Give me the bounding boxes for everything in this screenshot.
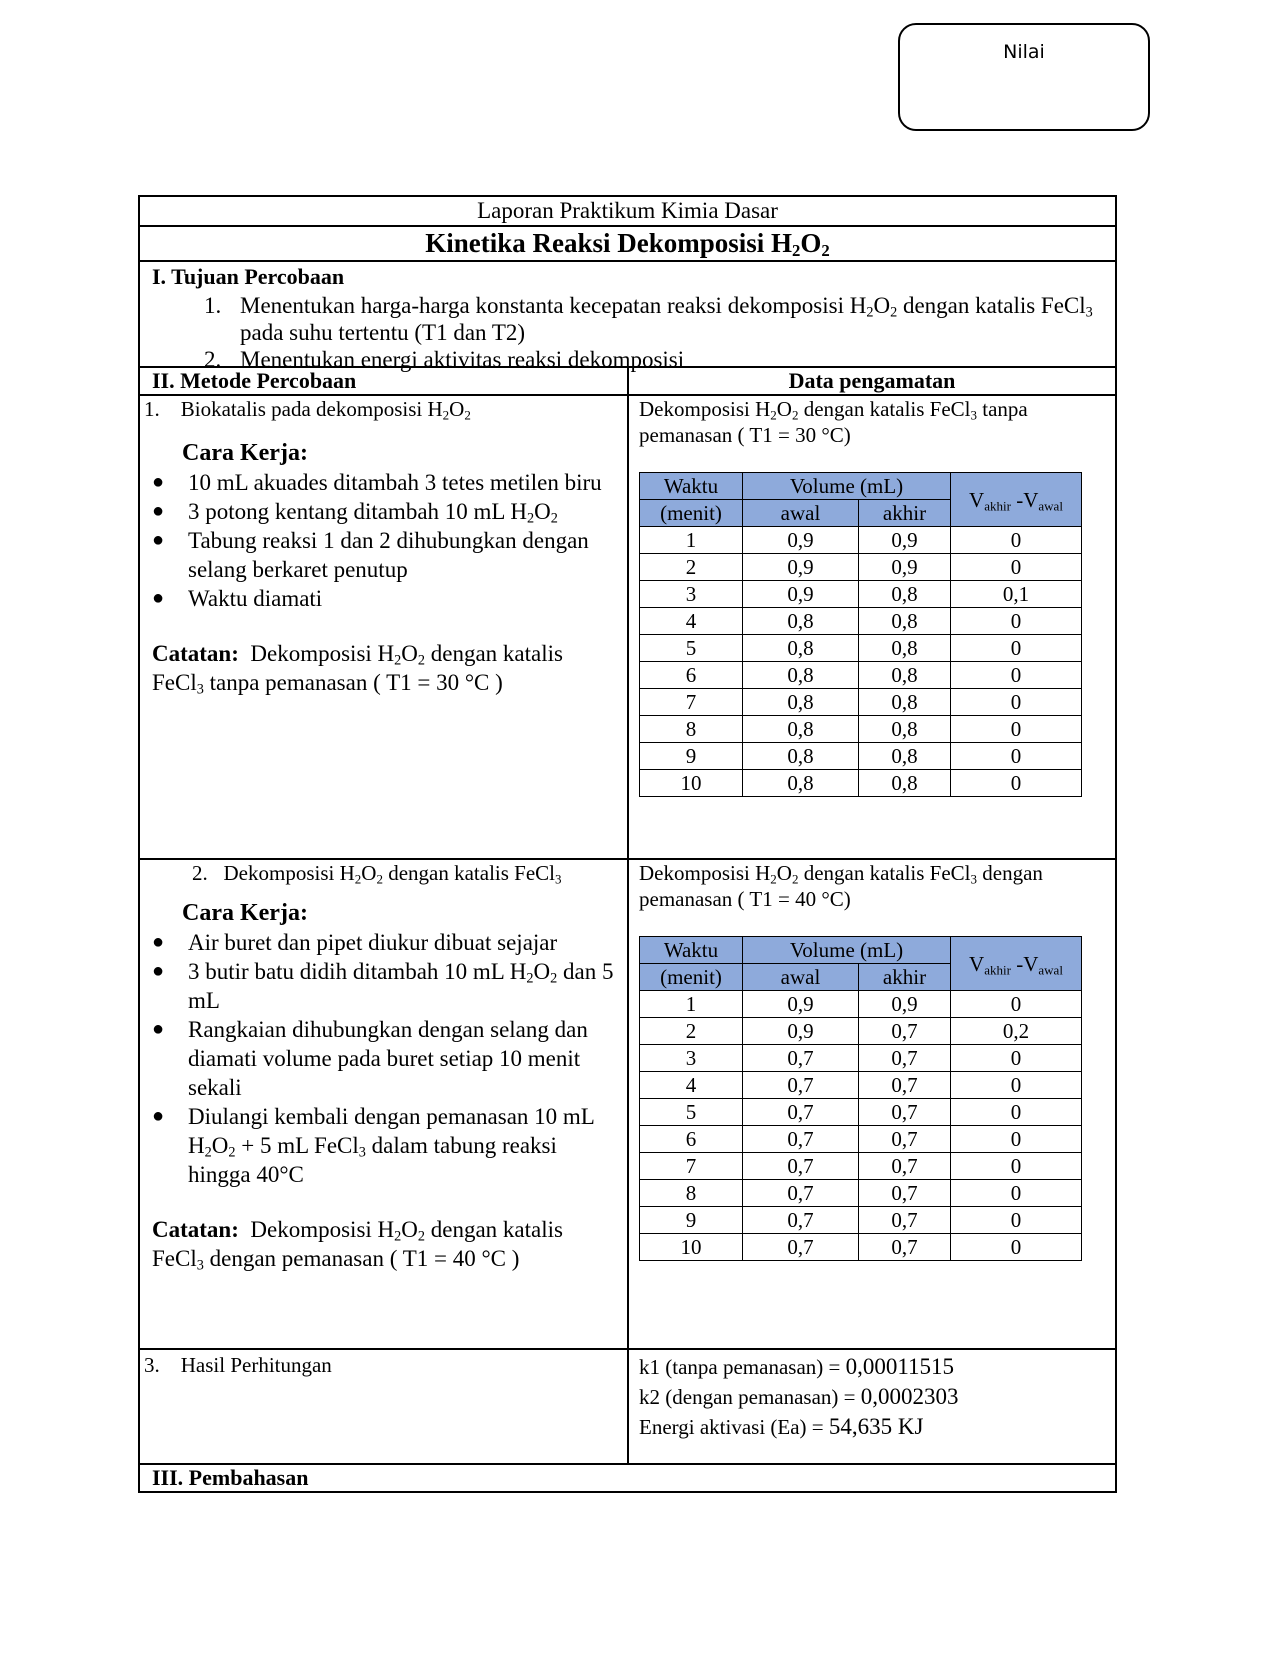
cell-awal: 0,8 [743, 743, 859, 770]
bullet-icon: ● [152, 960, 165, 982]
table-row [640, 608, 1082, 635]
header-akhir: akhir [859, 500, 951, 527]
cell-selisih: 0 [951, 662, 1082, 689]
cell-awal: 0,8 [743, 689, 859, 716]
cell-selisih: 0 [951, 770, 1082, 797]
cell-akhir: 0,9 [859, 527, 951, 554]
procedure-text: O [211, 1133, 229, 1158]
table-row [640, 1072, 1082, 1099]
table-row [640, 1126, 1082, 1153]
subscript: 2 [770, 407, 777, 423]
header-awal: awal [743, 500, 859, 527]
subscript: akhir [984, 497, 1011, 513]
cell-waktu: 2 [640, 554, 743, 581]
cell-waktu: 6 [640, 662, 743, 689]
procedure-text: Rangkaian dihubungkan dengan selang dan diamati volume pada buret setiap 10 menit sekali [188, 1017, 588, 1100]
results-values-cell [629, 1350, 1115, 1463]
cell-waktu: 5 [640, 635, 743, 662]
procedure-item [140, 526, 627, 584]
objectives-list [152, 292, 1105, 373]
table-row [640, 743, 1082, 770]
bullet-icon: ● [152, 931, 165, 953]
subscript: 2 [394, 1228, 402, 1245]
cell-akhir: 0,8 [859, 608, 951, 635]
objectives-heading: I. Tujuan Percobaan [152, 264, 345, 289]
cell-selisih: 0 [951, 1153, 1082, 1180]
cell-awal: 0,8 [743, 635, 859, 662]
results-cell [140, 1350, 629, 1463]
table-row [640, 554, 1082, 581]
cell-awal: 0,9 [743, 991, 859, 1018]
obs-text: O [776, 397, 792, 421]
item-number: 1. [144, 397, 160, 421]
results-row [140, 1350, 1115, 1465]
cell-awal: 0,8 [743, 770, 859, 797]
obs-text: dengan katalis FeCl [798, 861, 971, 885]
cell-selisih: 0 [951, 554, 1082, 581]
result-label: k1 (tanpa pemanasan) = [639, 1355, 846, 1379]
cell-waktu: 9 [640, 1207, 743, 1234]
note-text: Dekomposisi H [238, 1217, 395, 1242]
objective-text: dengan katalis FeCl [897, 293, 1086, 318]
table-body [640, 991, 1082, 1261]
table-header-row [640, 473, 1082, 500]
cell-selisih: 0 [951, 1099, 1082, 1126]
cell-awal: 0,7 [743, 1153, 859, 1180]
cell-akhir: 0,8 [859, 770, 951, 797]
result-label: Energi aktivasi (Ea) = [639, 1415, 829, 1439]
note-text: dengan pemanasan ( T1 = 40 °C ) [203, 1246, 520, 1271]
procedure-item [140, 928, 627, 957]
cell-waktu: 7 [640, 689, 743, 716]
bullet-icon: ● [152, 1105, 165, 1127]
procedure-item [140, 497, 627, 526]
observation-cell-2 [629, 860, 1115, 1348]
cell-awal: 0,9 [743, 527, 859, 554]
cell-akhir: 0,8 [859, 662, 951, 689]
note-text: dengan katalis FeCl [152, 641, 563, 695]
title-text: O [800, 228, 822, 258]
header-volume: Volume (mL) [743, 937, 951, 964]
method-row-1 [140, 396, 1115, 860]
course-title-text: Laporan Praktikum Kimia Dasar [477, 198, 778, 223]
header-difference [951, 473, 1082, 527]
cell-waktu: 8 [640, 1180, 743, 1207]
cell-waktu: 4 [640, 608, 743, 635]
cell-waktu: 2 [640, 1018, 743, 1045]
table-row [640, 1234, 1082, 1261]
cell-awal: 0,7 [743, 1207, 859, 1234]
cell-selisih: 0 [951, 1072, 1082, 1099]
procedure-list [140, 928, 627, 1189]
cell-selisih: 0,2 [951, 1018, 1082, 1045]
observation-cell-1 [629, 396, 1115, 858]
bullet-icon: ● [152, 471, 165, 493]
obs-text: Dekomposisi H [639, 397, 771, 421]
header-text: -V [1010, 487, 1039, 512]
item-title-text: dengan katalis FeCl [382, 861, 556, 885]
obs-text: O [776, 861, 792, 885]
obs-text: Dekomposisi H [639, 861, 771, 885]
note-label: Catatan: [152, 1217, 239, 1242]
observation-heading: Data pengamatan [788, 368, 956, 393]
cell-selisih: 0 [951, 635, 1082, 662]
observation-table [639, 936, 1082, 1261]
procedure-item [140, 957, 627, 1015]
title-text: Kinetika Reaksi Dekomposisi H [425, 228, 793, 258]
procedure-text: Tabung reaksi 1 dan 2 dihubungkan dengan selang berkaret penutup [188, 528, 589, 582]
observation-description [629, 860, 1115, 912]
table-row [640, 1099, 1082, 1126]
item-number: 3. [144, 1353, 160, 1377]
cell-awal: 0,9 [743, 554, 859, 581]
item-title-text: Hasil Perhitungan [180, 1353, 332, 1377]
cell-waktu: 10 [640, 770, 743, 797]
subscript: 2 [866, 304, 874, 321]
procedure-text: 3 potong kentang ditambah 10 mL H [188, 499, 527, 524]
cell-akhir: 0,7 [859, 1153, 951, 1180]
procedure-heading: Cara Kerja: [182, 900, 308, 926]
cell-akhir: 0,8 [859, 635, 951, 662]
subscript: 2 [791, 407, 799, 423]
cell-akhir: 0,7 [859, 1072, 951, 1099]
method-heading: II. Metode Percobaan [140, 368, 629, 394]
procedure-text: dan 5 mL [188, 959, 614, 1013]
procedure-item [140, 1015, 627, 1102]
objective-number: 2. [204, 347, 222, 372]
procedure-text: Diulangi kembali dengan pemanasan 10 mL H [188, 1104, 595, 1158]
subscript: 2 [376, 871, 383, 887]
course-title [140, 197, 1115, 227]
k1-result [629, 1352, 1115, 1382]
cell-selisih: 0 [951, 1207, 1082, 1234]
objective-text: Menentukan energi aktivitas reaksi dekomposisi [240, 347, 685, 372]
score-box [898, 23, 1150, 131]
procedure-item [140, 468, 627, 497]
method-header-row [140, 368, 1115, 396]
cell-selisih: 0 [951, 1180, 1082, 1207]
cell-selisih: 0 [951, 608, 1082, 635]
note-text: O [401, 1217, 418, 1242]
score-label: Nilai [1003, 41, 1045, 63]
result-value: 0,0002303 [860, 1384, 959, 1409]
procedure-item [140, 584, 627, 613]
cell-waktu: 3 [640, 581, 743, 608]
subscript: 2 [770, 871, 777, 887]
table-row [640, 1018, 1082, 1045]
subscript: 3 [555, 871, 562, 887]
header-text: -V [1010, 951, 1039, 976]
subscript: awal [1038, 497, 1063, 513]
item-title-text: Biokatalis pada dekomposisi H [180, 397, 443, 421]
ea-result [629, 1412, 1115, 1442]
objective-text: pada suhu tertentu (T1 dan T2) [240, 320, 526, 345]
procedure-text: 10 mL akuades ditambah 3 tetes metilen biru [188, 470, 602, 495]
title-sub: 2 [792, 241, 801, 261]
procedure-heading: Cara Kerja: [182, 440, 308, 466]
cell-awal: 0,7 [743, 1045, 859, 1072]
subscript: 2 [417, 652, 426, 669]
cell-akhir: 0,8 [859, 716, 951, 743]
subscript: 2 [550, 510, 558, 527]
cell-selisih: 0 [951, 1126, 1082, 1153]
header-text: V [969, 487, 985, 512]
subscript: 3 [358, 1144, 366, 1161]
table-header-row [640, 937, 1082, 964]
subscript: 2 [394, 652, 402, 669]
header-awal: awal [743, 964, 859, 991]
note-label: Catatan: [152, 641, 239, 666]
subscript: 2 [791, 871, 799, 887]
cell-akhir: 0,8 [859, 689, 951, 716]
item-title-text: O [449, 397, 465, 421]
cell-akhir: 0,7 [859, 1126, 951, 1153]
procedure-text: Air buret dan pipet diukur dibuat sejajar [188, 930, 558, 955]
table-body [640, 527, 1082, 797]
bullet-icon: ● [152, 587, 165, 609]
subscript: akhir [984, 961, 1011, 977]
result-value: 54,635 KJ [828, 1414, 924, 1439]
item-number: 2. [192, 861, 208, 885]
header-menit: (menit) [640, 964, 743, 991]
objectives-section [140, 262, 1115, 372]
table-row [640, 662, 1082, 689]
procedure-text: Waktu diamati [188, 586, 323, 611]
cell-akhir: 0,7 [859, 1234, 951, 1261]
subscript: 2 [442, 407, 450, 423]
header-difference [951, 937, 1082, 991]
cell-awal: 0,8 [743, 662, 859, 689]
cell-akhir: 0,8 [859, 743, 951, 770]
method-row-2 [140, 860, 1115, 1350]
table-row [640, 635, 1082, 662]
cell-awal: 0,9 [743, 581, 859, 608]
cell-akhir: 0,7 [859, 1018, 951, 1045]
cell-waktu: 7 [640, 1153, 743, 1180]
note-text: dengan katalis FeCl [152, 1217, 563, 1271]
cell-waktu: 10 [640, 1234, 743, 1261]
subscript: 2 [550, 970, 558, 987]
note-text: O [401, 641, 418, 666]
cell-awal: 0,7 [743, 1180, 859, 1207]
table-row [640, 1045, 1082, 1072]
procedure-list [140, 468, 627, 613]
note [140, 639, 627, 697]
table-row [640, 716, 1082, 743]
method-2-title [140, 860, 627, 886]
cell-waktu: 3 [640, 1045, 743, 1072]
objective-text: Menentukan harga-harga konstanta kecepatan reaksi dekomposisi H [240, 293, 867, 318]
cell-awal: 0,7 [743, 1234, 859, 1261]
procedure-text: dalam tabung reaksi hingga 40°C [188, 1133, 557, 1187]
cell-akhir: 0,7 [859, 1099, 951, 1126]
obs-text: dengan pemanasan ( T1 = 40 °C) [639, 861, 1043, 911]
table-row [640, 689, 1082, 716]
cell-awal: 0,8 [743, 716, 859, 743]
subscript: awal [1038, 961, 1063, 977]
subscript: 2 [890, 304, 898, 321]
subscript: 3 [970, 871, 978, 887]
cell-akhir: 0,7 [859, 1180, 951, 1207]
procedure-text: 3 butir batu didih ditambah 10 mL H [188, 959, 527, 984]
bullet-icon: ● [152, 529, 165, 551]
subscript: 2 [354, 871, 362, 887]
subscript: 2 [526, 510, 535, 527]
results-title [140, 1350, 627, 1378]
note [140, 1215, 627, 1273]
subscript: 2 [204, 1144, 212, 1161]
cell-awal: 0,7 [743, 1126, 859, 1153]
cell-akhir: 0,8 [859, 581, 951, 608]
cell-awal: 0,7 [743, 1072, 859, 1099]
cell-akhir: 0,9 [859, 554, 951, 581]
subscript: 3 [196, 1257, 204, 1274]
obs-text: dengan katalis FeCl [798, 397, 971, 421]
table-row [640, 991, 1082, 1018]
cell-selisih: 0 [951, 1045, 1082, 1072]
subscript: 2 [526, 970, 534, 987]
table-row [640, 527, 1082, 554]
header-volume: Volume (mL) [743, 473, 951, 500]
bullet-icon: ● [152, 500, 165, 522]
method-cell-2 [140, 860, 629, 1348]
header-waktu: Waktu [640, 473, 743, 500]
obs-text: tanpa pemanasan ( T1 = 30 °C) [639, 397, 1028, 447]
cell-selisih: 0 [951, 743, 1082, 770]
subscript: 3 [970, 407, 978, 423]
discussion-heading: III. Pembahasan [152, 1465, 309, 1490]
header-menit: (menit) [640, 500, 743, 527]
procedure-text: O [534, 499, 551, 524]
result-label: k2 (dengan pemanasan) = [639, 1385, 861, 1409]
cell-selisih: 0 [951, 991, 1082, 1018]
item-title-text: O [361, 861, 377, 885]
header-akhir: akhir [859, 964, 951, 991]
table-row [640, 581, 1082, 608]
table-row [640, 770, 1082, 797]
observation-description [629, 396, 1115, 448]
title-sub: 2 [821, 241, 830, 261]
cell-selisih: 0,1 [951, 581, 1082, 608]
report-table [138, 195, 1117, 1493]
subscript: 2 [228, 1144, 236, 1161]
cell-akhir: 0,7 [859, 1045, 951, 1072]
cell-akhir: 0,7 [859, 1207, 951, 1234]
cell-awal: 0,7 [743, 1099, 859, 1126]
cell-akhir: 0,9 [859, 991, 951, 1018]
experiment-title [140, 227, 1115, 262]
header-waktu: Waktu [640, 937, 743, 964]
cell-waktu: 6 [640, 1126, 743, 1153]
table-row [640, 1153, 1082, 1180]
subscript: 2 [464, 407, 471, 423]
item-title-text: Dekomposisi H [223, 861, 355, 885]
method-cell-1 [140, 396, 629, 858]
bullet-icon: ● [152, 1018, 165, 1040]
note-text: Dekomposisi H [238, 641, 395, 666]
cell-waktu: 1 [640, 527, 743, 554]
table-row [640, 1207, 1082, 1234]
subscript: 3 [196, 681, 204, 698]
cell-awal: 0,9 [743, 1018, 859, 1045]
objective-item [152, 292, 1105, 346]
note-text: tanpa pemanasan ( T1 = 30 °C ) [203, 670, 503, 695]
cell-waktu: 1 [640, 991, 743, 1018]
k2-result [629, 1382, 1115, 1412]
cell-selisih: 0 [951, 1234, 1082, 1261]
cell-awal: 0,8 [743, 608, 859, 635]
cell-waktu: 9 [640, 743, 743, 770]
procedure-text: + 5 mL FeCl [235, 1133, 359, 1158]
procedure-item [140, 1102, 627, 1189]
objective-number: 1. [204, 293, 222, 318]
cell-waktu: 4 [640, 1072, 743, 1099]
result-value: 0,00011515 [845, 1354, 955, 1379]
objective-text: O [873, 293, 891, 318]
observation-table [639, 472, 1082, 797]
cell-waktu: 5 [640, 1099, 743, 1126]
table-row [640, 1180, 1082, 1207]
cell-selisih: 0 [951, 716, 1082, 743]
method-1-title [140, 396, 627, 422]
cell-waktu: 8 [640, 716, 743, 743]
header-text: V [969, 951, 985, 976]
procedure-text: O [533, 959, 551, 984]
cell-selisih: 0 [951, 527, 1082, 554]
subscript: 3 [1085, 304, 1093, 321]
cell-selisih: 0 [951, 689, 1082, 716]
subscript: 2 [417, 1228, 426, 1245]
